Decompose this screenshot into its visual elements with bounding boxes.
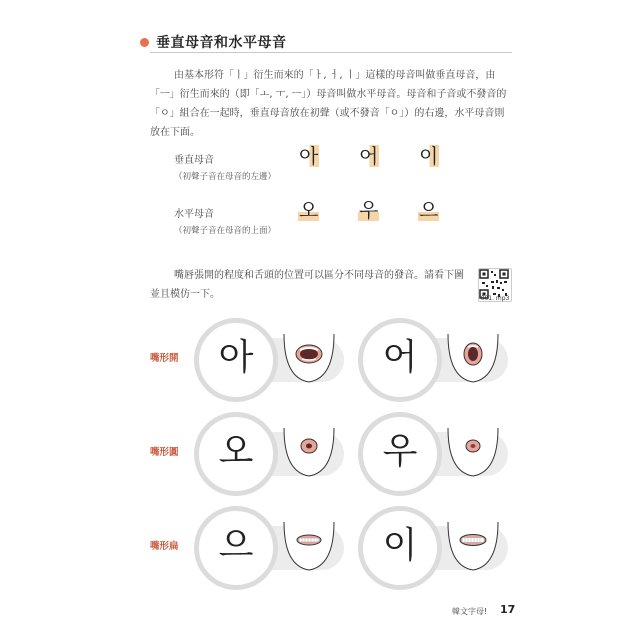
vowel-letter: 우 xyxy=(382,431,418,472)
mouth-shape-label: 嘴形圓 xyxy=(150,447,179,458)
vowel-letter: 아 xyxy=(218,337,254,378)
vowel-letter: 이 xyxy=(382,525,418,566)
mouth-shape-label: 嘴形扁 xyxy=(150,541,179,552)
mouth-shape-label: 嘴形開 xyxy=(150,353,179,364)
horizontal-letter-u: 우 xyxy=(359,198,379,222)
mouth-shape-icon xyxy=(282,428,336,482)
vertical-letter-i: 이 xyxy=(419,144,439,168)
page-number: 17 xyxy=(500,603,516,616)
vertical-letter-eo: 어 xyxy=(359,144,379,168)
vowel-letter: 어 xyxy=(382,337,418,378)
vowel-letter: 으 xyxy=(218,525,254,566)
vertical-vowel-note: （初聲子音在母音的左邊） xyxy=(174,172,277,182)
mouth-shape-icon xyxy=(446,428,500,482)
horizontal-letter-eu: 으 xyxy=(419,198,439,222)
vowel-letter: 오 xyxy=(218,431,254,472)
footer-chapter-label: 韓文字母! xyxy=(452,607,488,616)
audio-file-caption: 001. mp3 xyxy=(480,295,510,302)
mouth-shape-icon xyxy=(446,522,500,576)
mouth-shape-icon xyxy=(282,334,336,388)
section-bullet-icon xyxy=(140,38,149,47)
vertical-letter-a: 아 xyxy=(299,144,319,168)
section-divider xyxy=(150,52,512,53)
horizontal-vowel-label: 水平母音 xyxy=(174,209,214,220)
intro-paragraph: 由基本形符「ㅣ」衍生而來的「ㅏ, ㅓ, ㅣ」這樣的母音叫做垂直母音，由「ㅡ」衍生而來的（即「ㅗ, ㅜ, ㅡ」）母音叫做水平母音。母音和子音或不發音的「ㅇ」組合在一起時，垂直母音放在初聲（或不發音「ㅇ」）的右邊，水平母音則放在下面。 xyxy=(150,70,507,138)
mouth-shape-icon xyxy=(446,334,500,388)
horizontal-letter-o: 오 xyxy=(299,198,319,222)
pronunciation-paragraph: 嘴唇張開的程度和舌頭的位置可以區分不同母音的發音。請看下圖並且模仿一下。 xyxy=(150,270,464,300)
mouth-shape-icon xyxy=(282,522,336,576)
vertical-vowel-label: 垂直母音 xyxy=(174,155,214,166)
horizontal-vowel-note: （初聲子音在母音的上面） xyxy=(174,226,277,236)
section-title: 垂直母音和水平母音 xyxy=(156,35,287,51)
